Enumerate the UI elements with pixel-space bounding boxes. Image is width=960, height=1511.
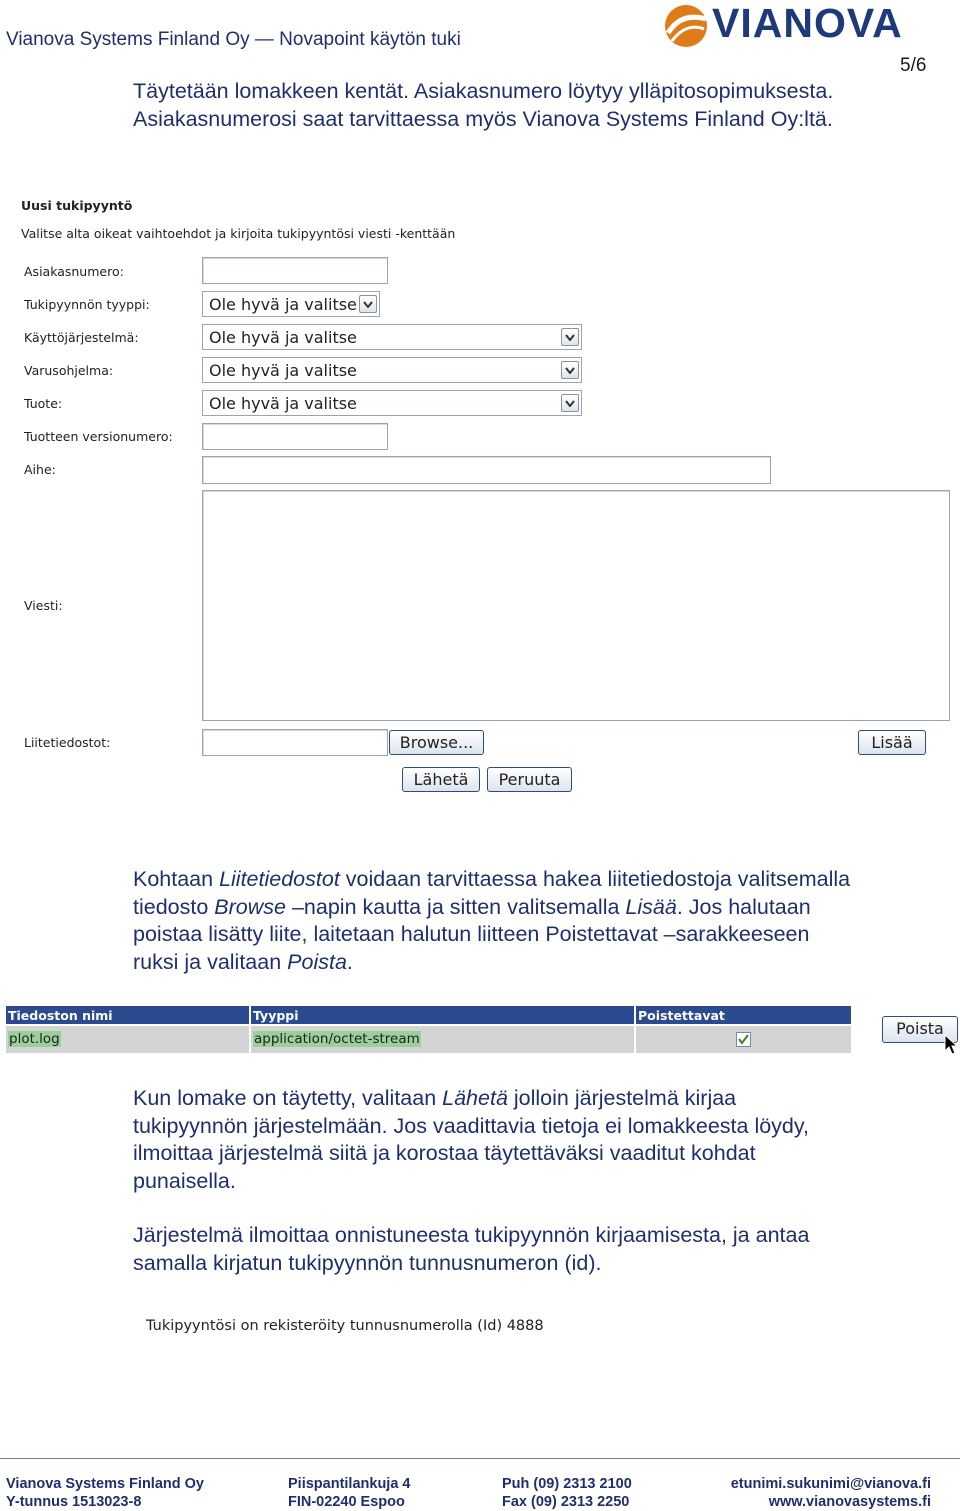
attachments-paragraph (133, 866, 933, 976)
product-label: Tuote: (24, 396, 63, 411)
intro-line: Asiakasnumerosi saat tarvittaessa myös Vianova Systems Finland Oy:ltä. (133, 106, 833, 131)
paragraph-line: Järjestelmä ilmoittaa onnistuneesta tukipyynnön kirjaamisesta, ja antaa (133, 1223, 810, 1247)
table-header-filename: Tiedoston nimi (6, 1006, 249, 1024)
select-value: Ole hyvä ja valitse (209, 394, 357, 413)
cancel-button[interactable]: Peruuta (487, 767, 572, 792)
chevron-down-icon[interactable] (561, 328, 579, 346)
browse-button[interactable]: Browse... (389, 730, 484, 755)
paragraph-line: punaisella. (133, 1168, 236, 1193)
table-header-delete: Poistettavat (636, 1006, 851, 1024)
footer-business-id: Y-tunnus 1513023-8 (6, 1494, 142, 1510)
message-textarea[interactable] (202, 490, 950, 721)
select-value: Ole hyvä ja valitse (209, 328, 357, 347)
product-version-input[interactable] (202, 423, 388, 450)
attachment-file-input[interactable] (202, 729, 388, 756)
form-title: Uusi tukipyyntö (21, 198, 133, 213)
delete-checkbox[interactable] (736, 1032, 751, 1047)
add-on-select[interactable] (202, 357, 582, 383)
paragraph-line: Kohtaan Liitetiedostot voidaan tarvittaessa hakea liitetiedostoja valitsemalla (133, 867, 851, 891)
table-row (636, 1026, 851, 1053)
attachments-table (6, 1006, 851, 1054)
subject-label: Aihe: (24, 462, 56, 477)
submit-paragraph (133, 1085, 933, 1195)
customer-number-input[interactable] (202, 257, 388, 284)
checkmark-icon (737, 1033, 750, 1046)
select-value: Ole hyvä ja valitse (209, 361, 357, 380)
paragraph-line: Kun lomake on täytetty, valitaan Lähetä jolloin järjestelmä kirjaa (133, 1086, 737, 1110)
paragraph-line: ruksi ja valitaan Poista. (133, 949, 353, 974)
send-button[interactable]: Lähetä (402, 767, 480, 792)
os-label: Käyttöjärjestelmä: (24, 330, 139, 345)
product-version-label: Tuotteen versionumero: (24, 429, 173, 444)
footer-phone: Puh (09) 2313 2100 (502, 1476, 632, 1492)
customer-number-label: Asiakasnumero: (24, 264, 124, 279)
paragraph-line: samalla kirjatun tukipyynnön tunnusnumeron (id). (133, 1250, 602, 1275)
table-header-type: Tyyppi (251, 1006, 634, 1024)
footer-company: Vianova Systems Finland Oy (6, 1476, 204, 1492)
os-select[interactable] (202, 324, 582, 350)
message-label: Viesti: (24, 598, 63, 613)
table-row (6, 1026, 249, 1053)
filename-cell: plot.log (9, 1031, 60, 1047)
paragraph-line: tiedosto Browse –napin kautta ja sitten valitsemalla Lisää. Jos halutaan (133, 894, 811, 919)
chevron-down-icon[interactable] (561, 361, 579, 379)
intro-paragraph (133, 78, 933, 133)
product-select[interactable] (202, 390, 582, 416)
request-type-label: Tukipyynnön tyyppi: (24, 297, 150, 312)
select-value: Ole hyvä ja valitse (209, 295, 357, 314)
filetype-cell: application/octet-stream (254, 1031, 420, 1047)
mouse-cursor-icon (944, 1034, 958, 1056)
paragraph-line: tukipyynnön järjestelmään. Jos vaadittavia tietoja ei lomakkeesta löydy, (133, 1113, 810, 1138)
request-type-select[interactable] (202, 291, 380, 317)
footer-street: Piispantilankuja 4 (288, 1476, 411, 1492)
add-attachment-button[interactable]: Lisää (858, 730, 926, 755)
paragraph-line: ilmoittaa järjestelmä siitä ja korostaa täytettäväksi vaaditut kohdat (133, 1141, 756, 1165)
form-instructions: Valitse alta oikeat vaihtoehdot ja kirjoita tukipyyntösi viesti -kenttään (21, 226, 456, 241)
document-header-title: Vianova Systems Finland Oy — Novapoint käytön tuki (6, 29, 461, 50)
confirmation-message: Tukipyyntösi on rekisteröity tunnusnumerolla (Id) 4888 (146, 1318, 544, 1334)
paragraph-line: poistaa lisätty liite, laitetaan halutun liitteen Poistettavat –sarakkeeseen (133, 922, 810, 946)
logo-wordmark: VIANOVA (712, 0, 903, 46)
vianova-logo-icon (662, 3, 712, 49)
support-request-form (0, 190, 960, 800)
footer-email: etunimi.sukunimi@vianova.fi (730, 1476, 931, 1492)
footer-fax: Fax (09) 2313 2250 (502, 1494, 630, 1510)
attachments-label: Liitetiedostot: (24, 735, 111, 750)
footer-city: FIN-02240 Espoo (288, 1494, 405, 1510)
table-row (251, 1026, 634, 1053)
add-on-label: Varusohjelma: (24, 363, 114, 378)
intro-line: Täytetään lomakkeen kentät. Asiakasnumero löytyy ylläpitosopimuksesta. (133, 79, 834, 103)
footer-divider (0, 1458, 960, 1459)
delete-attachment-button[interactable]: Poista (882, 1016, 958, 1043)
page-number: 5/6 (900, 55, 927, 76)
chevron-down-icon[interactable] (561, 394, 579, 412)
chevron-down-icon[interactable] (359, 295, 377, 313)
confirmation-paragraph (133, 1222, 933, 1277)
footer-website: www.vianovasystems.fi (768, 1494, 931, 1510)
subject-input[interactable] (202, 456, 771, 484)
